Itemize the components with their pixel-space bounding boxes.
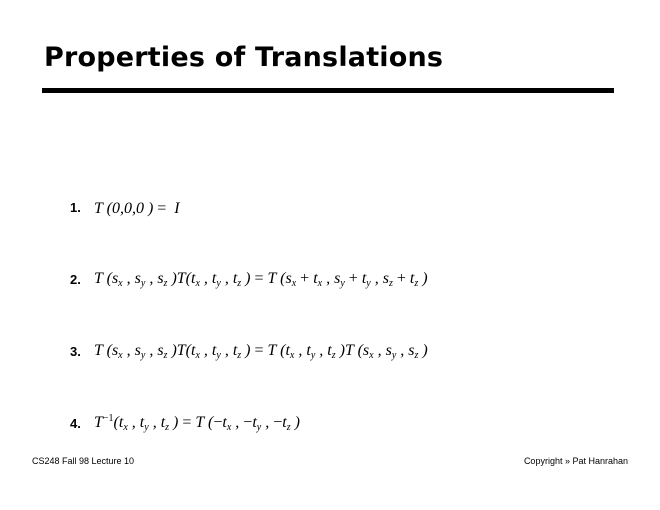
list-item <box>70 217 630 289</box>
list-item-number: 1. <box>70 200 81 215</box>
list-item-equation: T (0,0,0 ) = I <box>94 200 180 217</box>
title-divider <box>42 88 614 93</box>
footer-course-label: CS248 Fall 98 Lecture 10 <box>32 456 135 466</box>
list-item <box>70 289 630 361</box>
footer-copyright: Copyright » Pat Hanrahan <box>523 456 628 466</box>
list-item-equation: T ($s_x$ , $s_y$ , $s_z$ )$T(t_x$ , $t_y$ , $t_z$ ) = T ($t_x$ , $t_y$ , $t_z$ )T ($s_x$ , $s_y$ , $s_z$ ) <box>94 342 428 361</box>
list-item <box>70 145 630 217</box>
list-item-equation: T ($s_x$ , $s_y$ , $s_z$ )$T(t_x$ , $t_y$ , $t_z$ ) = T ($s_x + t_x$ , $s_y + t_y$ , $s_z + t_z$ ) <box>94 270 428 289</box>
properties-list <box>70 145 630 433</box>
list-item-number: 4. <box>70 416 81 431</box>
page-title: Properties of Translations <box>44 42 444 73</box>
list-item-number: 3. <box>70 344 81 359</box>
list-item-number: 2. <box>70 272 81 287</box>
list-item-equation: $T^{-1}(t_x$ , $t_y$ , $t_z$ ) = T ($-t_x$ , $-t_y$ , $-t_z$ ) <box>94 413 300 433</box>
list-item <box>70 361 630 433</box>
